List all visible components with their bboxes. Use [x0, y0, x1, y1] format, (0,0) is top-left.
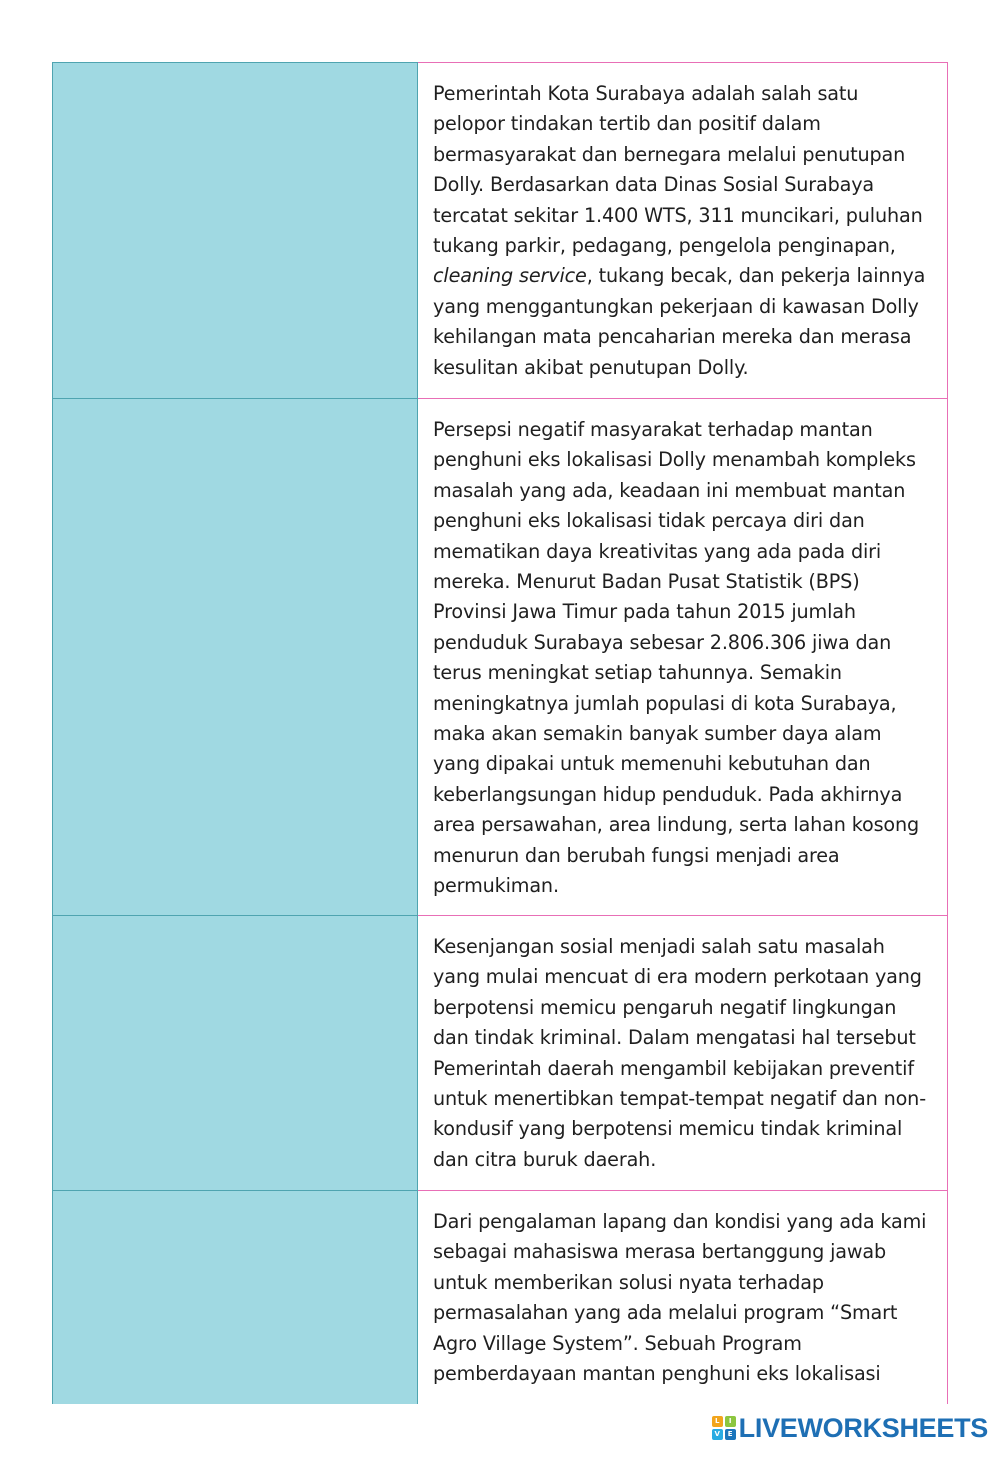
- statement-paragraph-1: [433, 79, 933, 383]
- logo-letter: I: [725, 1416, 736, 1427]
- statement-paragraph-2: Persepsi negatif masyarakat terhadap mantan penghuni eks lokalisasi Dolly menambah kompleks masalah yang ada, keadaan ini membuat mantan penghuni eks lokalisasi tidak percaya diri dan mematikan daya kreativitas yang ada pada diri mereka. Menurut Badan Pusat Statistik (BPS) Provinsi Jawa Timur pada tahun 2015 jumlah penduduk Surabaya sebesar 2.806.306 jiwa dan terus meningkat setiap tahunnya. Semakin meningkatnya jumlah populasi di kota Surabaya, maka akan semakin banyak sumber daya alam yang dipakai untuk memenuhi kebutuhan dan keberlangsungan hidup penduduk. Pada akhirnya area persawahan, area lindung, serta lahan kosong menurun dan berubah fungsi menjadi area permukiman.: [433, 418, 920, 898]
- statement-text: , tukang becak, dan pekerja lainnya yang menggantungkan pekerjaan di kawasan Dolly kehilangan mata pencaharian mereka dan merasa kesulitan akibat penutupan Dolly.: [433, 264, 926, 379]
- statement-cell-2: [418, 398, 948, 915]
- statement-text: Pemerintah Kota Surabaya adalah salah satu pelopor tindakan tertib dan positif dalam bermasyarakat dan bernegara melalui penutupan Dolly. Berdasarkan data Dinas Sosial Surabaya tercatat sekitar 1.400 WTS, 311 muncikari, puluhan tukang parkir, pedagang, pengelola penginapan,: [433, 82, 923, 258]
- statement-cell-1: [418, 62, 948, 398]
- answer-drop-zone-2[interactable]: [52, 398, 418, 915]
- logo-letter: E: [725, 1429, 736, 1440]
- answer-drop-zone-4[interactable]: [52, 1190, 418, 1404]
- table-row: [52, 398, 948, 915]
- worksheet-table: [52, 62, 948, 1404]
- statement-italic-term: cleaning service: [433, 264, 587, 288]
- answer-drop-zone-1[interactable]: [52, 62, 418, 398]
- liveworksheets-logo-icon: [712, 1416, 736, 1440]
- table-row: [52, 915, 948, 1190]
- table-row: [52, 1190, 948, 1404]
- statement-cell-4: [418, 1190, 948, 1404]
- table-row: [52, 62, 948, 398]
- answer-drop-zone-3[interactable]: [52, 915, 418, 1190]
- liveworksheets-brand[interactable]: [712, 1413, 988, 1443]
- brand-name: LIVEWORKSHEETS: [738, 1412, 988, 1443]
- statement-paragraph-4: Dari pengalaman lapang dan kondisi yang ada kami sebagai mahasiswa merasa bertanggung jawab untuk memberikan solusi nyata terhadap permasalahan yang ada melalui program “Smart Agro Village System”. Sebuah Program pemberdayaan mantan penghuni eks lokalisasi: [433, 1210, 927, 1386]
- logo-letter: V: [712, 1429, 723, 1440]
- statement-paragraph-3: Kesenjangan sosial menjadi salah satu masalah yang mulai mencuat di era modern perkotaan yang berpotensi memicu pengaruh negatif lingkungan dan tindak kriminal. Dalam mengatasi hal tersebut Pemerintah daerah mengambil kebijakan preventif untuk menertibkan tempat-tempat negatif dan non-kondusif yang berpotensi memicu tindak kriminal dan citra buruk daerah.: [433, 935, 926, 1171]
- statement-cell-3: [418, 915, 948, 1190]
- logo-letter: L: [712, 1416, 723, 1427]
